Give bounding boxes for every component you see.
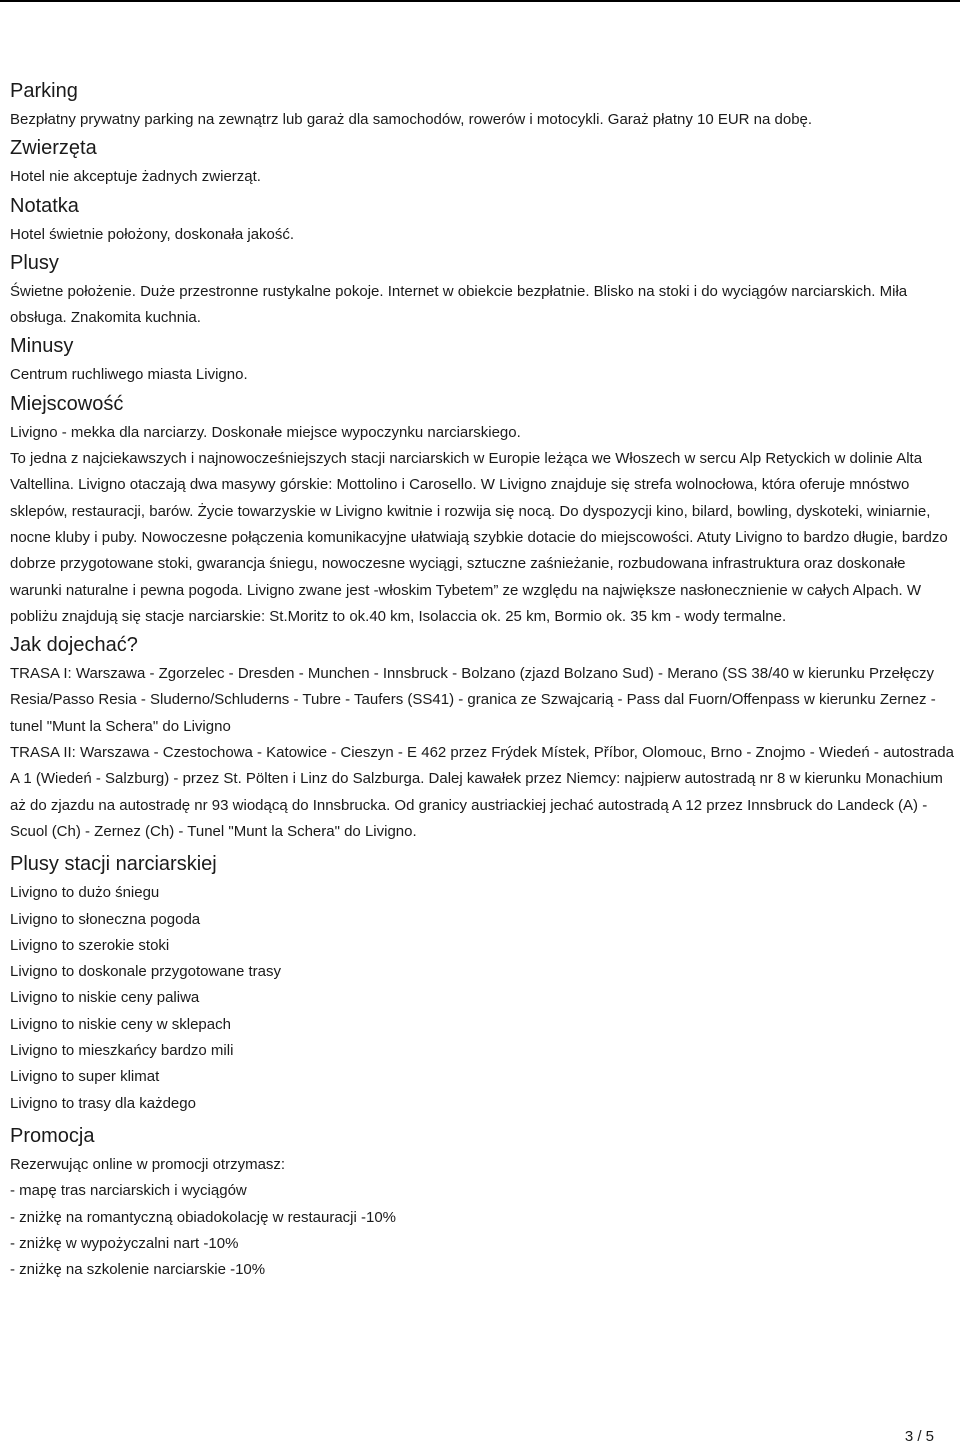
parking-text: Bezpłatny prywatny parking na zewnątrz lub garaż dla samochodów, rowerów i motocykli. Garaż płatny 10 EUR na dobę.: [10, 111, 813, 128]
minusy-heading: Minusy: [10, 335, 74, 358]
page-number: 3 / 5: [904, 1428, 934, 1445]
list-item: Livigno to trasy dla każdego: [10, 1094, 196, 1112]
plusy-stacji-heading: Plusy stacji narciarskiej: [10, 853, 217, 876]
list-item: - zniżkę w wypożyczalni nart -10%: [10, 1234, 239, 1252]
list-item: Livigno to szerokie stoki: [10, 936, 170, 954]
plusy-stacji-list: [10, 880, 958, 1117]
list-item: - mapę tras narciarskich i wyciągów: [10, 1182, 247, 1200]
dojazd-heading: Jak dojechać?: [10, 634, 138, 657]
miejscowosc-intro: Livigno - mekka dla narciarzy. Doskonałe miejsce wypoczynku narciarskiego.: [10, 423, 521, 441]
trasa-1-text: TRASA I: Warszawa - Zgorzelec - Dresden - Munchen - Innsbruck - Bolzano (zjazd Bolzano Sud) - Merano (SS 38/40 w kierunku Przełęczy Resia/Passo Resia - Sluderno/Schluderns - Tubre - Taufers (SS41) - granica ze Szwajcarią - Pass dal Fuorn/Offenpass w kierunku Zernez - tunel "Munt la Schera" do Livigno: [10, 665, 936, 735]
miejscowosc-body: To jedna z najciekawszych i najnowocześniejszych stacji narciarskich w Europie leżąca we Włoszech w sercu Alp Retyckich w dolinie Alta Valtellina. Livigno otaczają dwa masywy górskie: Mottolino i Carosello. W Livigno znajduje się strefa wolnocłowa, która oferuje mnóstwo sklepów, restauracji, barów. Życie towarzyskie w Livigno kwitnie i rozwija się nocą. Do dyspozycji kino, bilard, bowling, dyskoteki, winiarnie, nocne kluby i puby. Nowoczesne połączenia komunikacyjne ułatwiają szybkie dotacie do miejscowości. Atuty Livigno to bardzo długie, bardzo dobrze przygotowane stoki, gwarancja śniegu, nowoczesne wyciągi, sztuczne zaśnieżanie, rozbudowana infrastruktura oraz doskonałe warunki naturalne i pewna pogoda. Livigno zwane jest -włoskim Tybetem” ze względu na największe nasłonecznienie w całych Alpach. W pobliżu znajdują się stacje narciarskie: St.Moritz to ok.40 km, Isolaccia ok. 25 km, Bormio ok. 35 km - wody termalne.: [10, 450, 948, 625]
top-border-line: [0, 0, 960, 2]
parking-heading: Parking: [10, 80, 78, 102]
list-item: Livigno to mieszkańcy bardzo mili: [10, 1042, 234, 1060]
list-item: - zniżkę na romantyczną obiadokolację w restauracji -10%: [10, 1208, 397, 1226]
list-item: Livigno to doskonale przygotowane trasy: [10, 963, 281, 981]
list-item: Livigno to dużo śniegu: [10, 884, 160, 902]
plusy-text: Świetne położenie. Duże przestronne rustykalne pokoje. Internet w obiekcie bezpłatnie. Blisko na stoki i do wyciągów narciarskich. Miła obsługa. Znakomita kuchnia.: [10, 282, 908, 327]
promocja-intro: Rezerwując online w promocji otrzymasz:: [10, 1155, 286, 1173]
plusy-heading: Plusy: [10, 251, 59, 274]
list-item: Livigno to niskie ceny paliwa: [10, 989, 200, 1007]
promocja-list: [10, 1178, 958, 1283]
promocja-heading: Promocja: [10, 1124, 95, 1147]
document-body: [10, 78, 958, 1283]
list-item: Livigno to słoneczna pogoda: [10, 910, 201, 928]
zwierzeta-heading: Zwierzęta: [10, 137, 97, 160]
list-item: Livigno to niskie ceny w sklepach: [10, 1015, 231, 1033]
list-item: - zniżkę na szkolenie narciarskie -10%: [10, 1261, 266, 1279]
notatka-text: Hotel świetnie położony, doskonała jakość.: [10, 225, 295, 243]
list-item: Livigno to super klimat: [10, 1068, 160, 1086]
zwierzeta-text: Hotel nie akceptuje żadnych zwierząt.: [10, 168, 261, 186]
notatka-heading: Notatka: [10, 194, 79, 217]
trasa-2-text: TRASA II: Warszawa - Czestochowa - Katowice - Cieszyn - E 462 przez Frýdek Místek, Příbor, Olomouc, Brno - Znojmo - Wiedeń - autostrada A 1 (Wiedeń - Salzburg) - przez St. Pölten i Linz do Salzburga. Dalej kawałek przez Niemcy: najpierw autostradą nr 8 w kierunku Monachium aż do zjazdu na autostradę nr 93 wiodącą do Innsbrucka. Od granicy austriackiej jechać autostradą A 12 przez Innsbruck do Landeck (A) - Scuol (Ch) - Zernez (Ch) - Tunel "Munt la Schera" do Livigno.: [10, 744, 954, 840]
minusy-text: Centrum ruchliwego miasta Livigno.: [10, 366, 248, 384]
miejscowosc-heading: Miejscowość: [10, 392, 124, 415]
